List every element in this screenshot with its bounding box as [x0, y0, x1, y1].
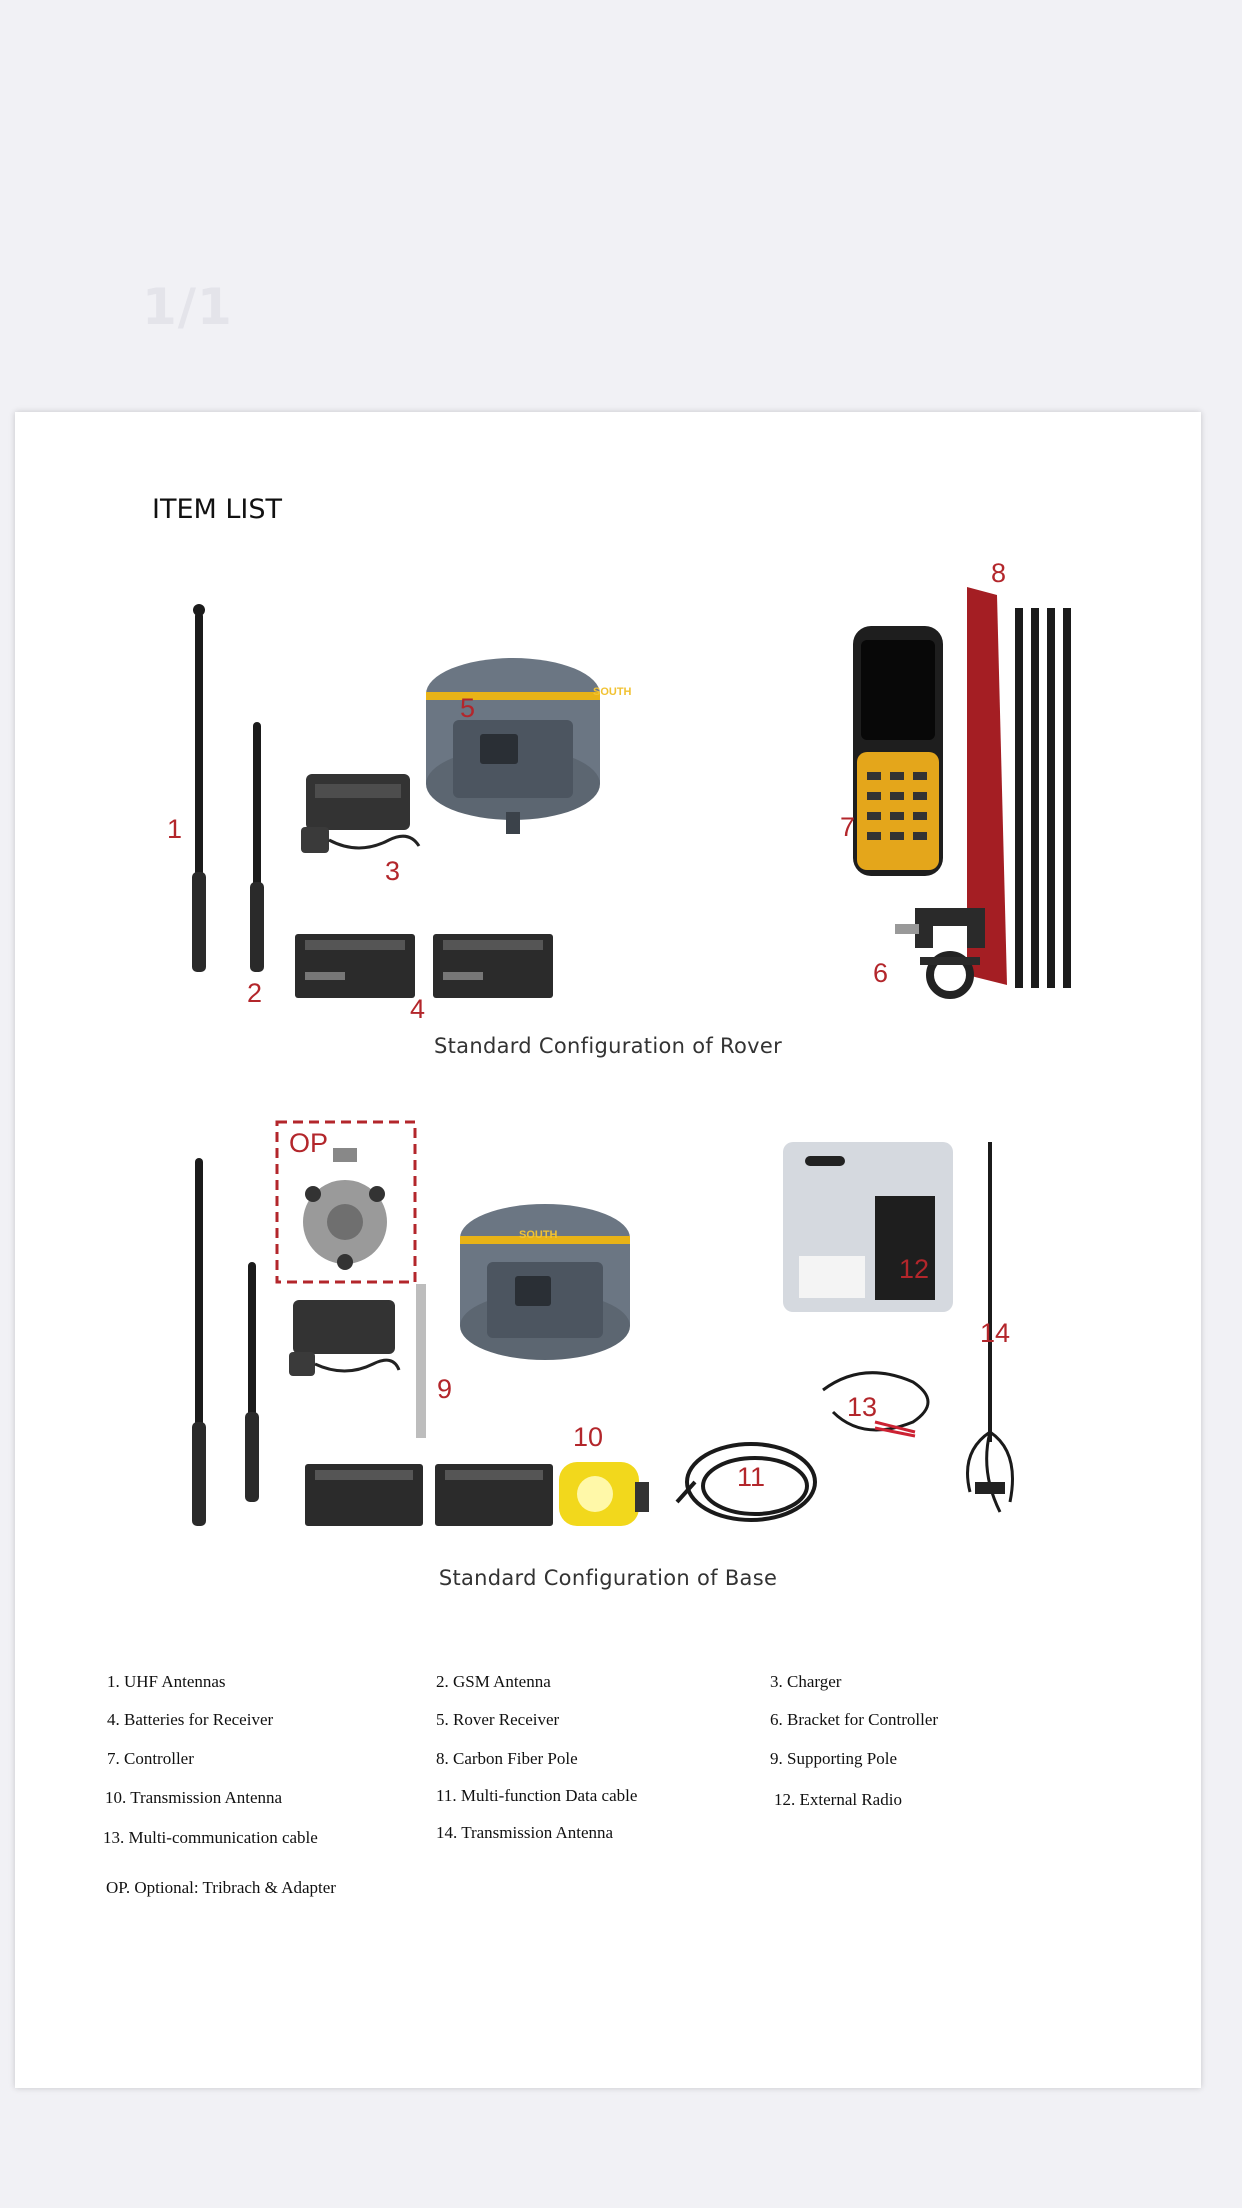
- base-receiver-image: [460, 1204, 630, 1360]
- callout-10: 10: [573, 1422, 604, 1452]
- charger-image: [301, 774, 419, 853]
- legend-item: 5. Rover Receiver: [436, 1710, 560, 1729]
- callout-12: 12: [899, 1254, 930, 1284]
- callout-op: OP: [289, 1128, 329, 1158]
- document-title: ITEM LIST: [152, 494, 283, 525]
- controller-image: [853, 626, 943, 876]
- legend-item: 8. Carbon Fiber Pole: [436, 1749, 578, 1768]
- tribrach-image: [303, 1148, 387, 1270]
- callout-7: 7: [840, 812, 856, 842]
- legend-item: 6. Bracket for Controller: [770, 1710, 939, 1729]
- tape-measure-image: [559, 1462, 649, 1526]
- legend-item: 2. GSM Antenna: [436, 1672, 551, 1691]
- legend-item: 12. External Radio: [774, 1790, 902, 1809]
- callout-11: 11: [737, 1462, 766, 1492]
- legend-item: 13. Multi-communication cable: [103, 1828, 318, 1847]
- battery-image: [435, 1464, 553, 1526]
- document-page: [15, 412, 1201, 2088]
- rover-configuration-figure: [15, 412, 1201, 1052]
- battery-image: [295, 934, 415, 998]
- brand-logo: SOUTH: [593, 686, 632, 698]
- external-radio-image: [783, 1142, 953, 1312]
- legend-item: OP. Optional: Tribrach & Adapter: [106, 1878, 336, 1897]
- callout-6: 6: [873, 958, 889, 988]
- rover-receiver-image: [426, 658, 600, 834]
- callout-14: 14: [980, 1318, 1011, 1348]
- callout-4: 4: [410, 994, 426, 1024]
- rover-caption: Standard Configuration of Rover: [434, 1034, 782, 1058]
- callout-13: 13: [847, 1392, 878, 1422]
- callout-2: 2: [247, 978, 263, 1008]
- legend-item: 14. Transmission Antenna: [436, 1823, 614, 1842]
- callout-5: 5: [460, 693, 476, 723]
- battery-image: [305, 1464, 423, 1526]
- gsm-antenna-image: [250, 722, 264, 972]
- legend-item: 1. UHF Antennas: [107, 1672, 226, 1691]
- supporting-pole-image: [416, 1284, 426, 1438]
- base-caption: Standard Configuration of Base: [438, 1566, 778, 1590]
- callout-8: 8: [991, 558, 1007, 588]
- legend-item: 7. Controller: [107, 1749, 194, 1768]
- uhf-antenna-image: [192, 604, 206, 972]
- charger-image: [289, 1300, 399, 1376]
- callout-3: 3: [385, 856, 401, 886]
- gsm-antenna-image: [245, 1262, 259, 1502]
- legend-item: 10. Transmission Antenna: [105, 1788, 283, 1807]
- legend-item: 11. Multi-function Data cable: [436, 1786, 638, 1805]
- base-configuration-figure: [15, 1102, 1201, 1582]
- legend-item: 9. Supporting Pole: [770, 1749, 898, 1768]
- legend-item: 3. Charger: [770, 1672, 842, 1691]
- page-indicator: 1/1: [142, 278, 233, 336]
- battery-image: [433, 934, 553, 998]
- callout-1: 1: [167, 814, 183, 844]
- legend-item: 4. Batteries for Receiver: [107, 1710, 274, 1729]
- callout-9: 9: [437, 1374, 453, 1404]
- uhf-antenna-image: [192, 1158, 206, 1526]
- brand-logo: SOUTH: [519, 1229, 558, 1241]
